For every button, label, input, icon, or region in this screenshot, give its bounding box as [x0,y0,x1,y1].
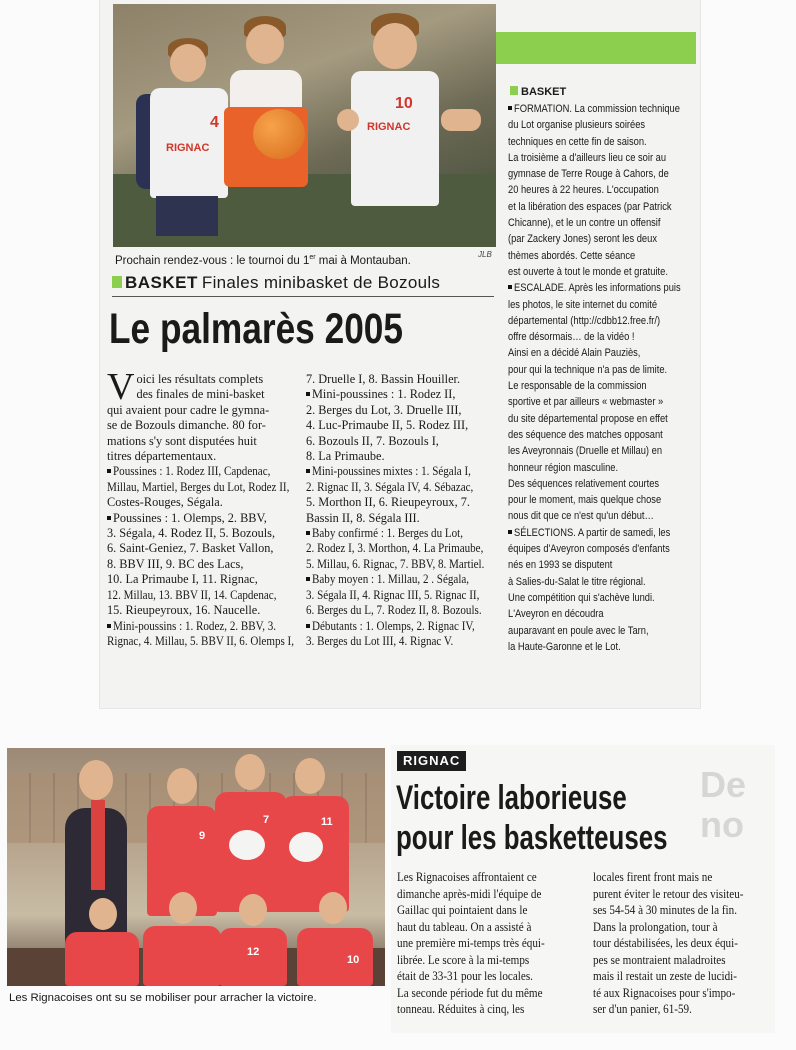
briefs-line: gymnase de Terre Rouge à Cahors, de [508,168,669,181]
article2-line: ser d'un panier, 61-59. [593,1002,692,1016]
briefs-line: et la libération des espaces (par Patrick [508,200,672,213]
article1-line: Poussines : 1. Rodez III, Capdenac, [107,464,295,479]
article2-column2 [593,869,773,1018]
briefs-line: FORMATION. La commission technique [508,101,698,117]
article2-line: était de 33-31 pour les locales. [397,969,533,983]
article1-line: Baby confirmé : 1. Berges du Lot, [306,526,488,541]
briefs-line: la Haute-Garonne et le Lot. [508,640,621,653]
briefs-line: Le responsable de la commission [508,380,647,393]
briefs-line: 20 heures à 22 heures. L'occupation [508,184,659,197]
article1-line: Débutants : 1. Olemps, 2. Rignac IV, [306,619,488,634]
briefs-line: (par Zackery Jones) seront les deux [508,233,657,246]
green-square-icon [112,276,122,288]
briefs-tag: BASKET [510,86,566,98]
bullet-icon [306,392,310,396]
briefs-line: pour le moment, mais quelque chose [508,494,662,507]
bullet-icon [306,577,310,581]
section-subtitle: Finales minibasket de Bozouls [201,273,441,292]
article1-line: qui avaient pour cadre le gymna- [107,402,270,417]
briefs-line: sportive et par ailleurs « webmaster » [508,396,664,409]
shirt-left-number: 4 [210,114,219,131]
article1-line: 10. La Primaube I, 11. Rignac, [107,572,258,587]
article1-line: 6. Berges du L, 7. Rodez II, 8. Bozouls. [306,603,482,618]
article2-line: tonneau. Réduites à cinq, les [397,1002,525,1016]
player-number: 7 [263,814,270,826]
article1-line: 12. Millau, 13. BBV II, 14. Capdenac, [107,587,277,602]
article1-line: 2. Berges du Lot, 3. Druelle III, [306,402,462,417]
article1-line: 7. Druelle I, 8. Bassin Houiller. [306,372,461,386]
bullet-icon [306,531,310,535]
article1-column2 [306,372,488,649]
briefs-line: est ouverte à tout le monde et gratuite. [508,265,668,278]
green-square-icon [510,86,518,95]
article1-line: mations s'y sont disputées huit [107,433,257,448]
article2-line: librée. Le score à la mi-temps [397,952,530,967]
article1-line: 5. Morthon II, 6. Rieupeyroux, 7. [306,495,470,510]
kids-basketball-photo [113,4,496,247]
article2-line: pes se montraient maladroites [593,952,726,967]
bullet-icon [306,624,310,628]
briefs-line: SÉLECTIONS. A partir de samedi, les [508,525,698,541]
team-photo [7,748,385,986]
article2-line: Gaillac qui pointaient dans le [397,903,528,917]
article1-line: des finales de mini-basket [136,387,265,402]
article1-line: 2. Rignac II, 3. Ségala IV, 4. Sébazac, [306,479,474,494]
article1-line: Poussines : 1. Olemps, 2. BBV, [107,511,295,526]
headline-line: pour les basketteuses [396,819,668,857]
briefs-line: équipes d'Aveyron composés d'enfants [508,543,670,556]
article1-line: titres départementaux. [107,449,217,464]
team-photo-caption: Les Rignacoises ont su se mobiliser pour arracher la victoire. [9,992,317,1004]
bullet-icon [508,106,512,110]
briefs-line: Ainsi en a décidé Alain Pauziès, [508,347,641,360]
article2-line: locales firent front mais ne [593,870,713,884]
article2-line: tour déstabilisées, les deux équi- [593,936,738,950]
briefs-line: Chicanne), et le un contre un offensif [508,217,661,230]
headline-palmares: Le palmarès 2005 [109,305,404,353]
player-number: 12 [247,946,260,958]
article1-line: 3. Ségala, 4. Rodez II, 5. Bozouls, [107,526,276,541]
article2-line: Les Rignacoises affrontaient ce [397,870,537,884]
briefs-line: pour qui la technique n'a pas de limite. [508,363,668,376]
shirt-left-text: RIGNAC [166,142,210,154]
article1-line: 2. Rodez I, 3. Morthon, 4. La Primaube, [306,541,484,556]
briefs-line: thèmes abordés. Cette séance [508,249,636,262]
article1-line: Mini-poussins : 1. Rodez, 2. BBV, 3. [107,619,295,634]
article1-line: oici les résultats complets [136,372,264,386]
briefs-line: du Lot organise plusieurs soirées [508,119,646,132]
bullet-icon [508,530,512,534]
briefs-line: techniques en cette fin de saison. [508,135,647,148]
section-label: BASKET [125,273,198,292]
briefs-line: Une compétition qui s'achève lundi. [508,591,655,604]
article1-line: 8. BBV III, 9. BC des Lacs, [107,556,244,571]
article2-line: purent éviter le retour des visiteu- [593,886,744,901]
briefs-line: les Aveyronnais (Druelle et Millau) en [508,445,663,458]
article1-line: Baby moyen : 1. Millau, 2 . Ségala, [306,572,488,587]
article2-line: mais il restait un zeste de lucidi- [593,969,737,983]
briefs-line: ESCALADE. Après les informations puis [508,280,698,296]
article1-line: 8. La Primaube. [306,449,385,464]
headline-line: Victoire laborieuse [396,779,627,817]
article1-line: Rignac, 4. Millau, 5. BBV II, 6. Olemps I, [107,633,295,648]
briefs-line: départemental (http://cdbb12.free.fr/) [508,314,661,327]
briefs-line: Des séquences relativement courtes [508,477,660,490]
bleed-through-text: De no [700,765,747,845]
article1-line: 15. Rieupeyroux, 16. Naucelle. [107,603,261,618]
article1-line: Costes-Rouges, Ségala. [107,495,223,510]
bullet-icon [508,285,512,289]
photo-credit: JLB [478,250,492,259]
shirt-right-text: RIGNAC [367,121,411,133]
article2-column1 [397,869,583,1018]
article2-line: té aux Rignacoises pour s'impo- [593,985,736,1000]
player-number: 9 [199,830,206,842]
kids-photo-caption: Prochain rendez-vous : le tournoi du 1er mai à Montauban. [115,254,411,267]
green-header-bar [496,32,696,64]
article1-line: Bassin II, 8. Ségala III. [306,510,420,525]
bullet-icon [306,469,310,473]
briefs-line: des séquence des matches opposant [508,428,663,441]
article1-line: Millau, Martiel, Berges du Lot, Rodez II, [107,479,290,494]
article1-line: Mini-poussines : 1. Rodez II, [306,387,488,402]
player-number: 11 [321,816,333,828]
player-number: 10 [347,954,360,966]
article2-line: dimanche après-midi l'équipe de [397,886,542,901]
basketball [253,109,305,159]
article1-line: Mini-poussines mixtes : 1. Ségala I, [306,464,488,479]
briefs-line: nés en 1993 se disputent [508,559,613,572]
briefs-line: offre désormais… de la vidéo ! [508,331,635,344]
article1-line: 5. Millau, 6. Rignac, 7. BBV, 8. Martiel. [306,556,485,571]
bullet-icon [107,624,111,628]
shirt-right-number: 10 [395,95,413,112]
bullet-icon [107,516,111,520]
article1-line: 6. Saint-Geniez, 7. Basket Vallon, [107,541,274,556]
briefs-line: La troisième a d'ailleurs lieu ce soir au [508,151,667,164]
briefs-line: du site départemental propose en effet [508,412,668,425]
article1-line: se de Bozouls dimanche. 80 for- [107,418,266,433]
briefs-column [508,101,698,655]
bullet-icon [107,469,111,473]
briefs-line: L'Aveyron en découdra [508,608,604,621]
article2-line: une première mi-temps très équi- [397,936,545,950]
article2-line: haut du tableau. On a assisté à [397,919,532,934]
section-rule [112,296,494,297]
article1-line: 4. Luc-Primaube II, 5. Rodez III, [306,418,469,433]
dropcap: V [107,366,135,408]
article1-column1 [107,366,295,649]
briefs-line: nous dit que ce n'est qu'un début… [508,510,654,523]
rignac-tag: RIGNAC [397,751,466,771]
article2-line: ses 54-54 à 30 minutes de la fin. [593,903,738,917]
article1-line: 3. Berges du Lot III, 4. Rignac V. [306,633,454,648]
briefs-line: les photos, le site internet du comité [508,298,658,311]
briefs-line: auparavant en poule avec le Tarn, [508,624,649,637]
article1-line: 3. Ségala II, 4. Rignac III, 5. Rignac II, [306,587,480,602]
article2-line: La seconde période fut du même [397,985,543,1000]
briefs-line: à Salies-du-Salat le titre régional. [508,575,646,588]
article2-line: Dans la prolongation, tour à [593,919,718,934]
headline-victoire [396,778,667,858]
section-header [112,272,440,294]
briefs-line: honneur région masculine. [508,461,619,474]
article1-line: 6. Bozouls II, 7. Bozouls I, [306,433,439,448]
